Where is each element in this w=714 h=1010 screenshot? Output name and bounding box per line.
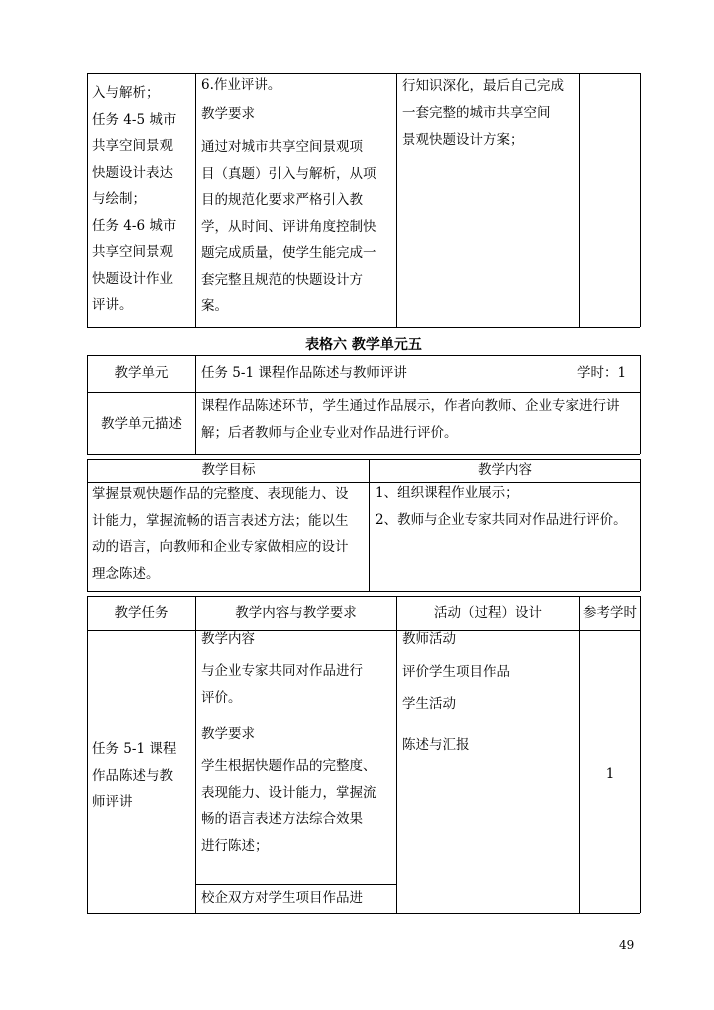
contents-header: 教学内容	[478, 462, 532, 478]
unit-hours: 学时：1	[577, 365, 627, 381]
goals-header: 教学目标	[201, 462, 256, 478]
content-heading-1: 教学内容	[201, 631, 255, 647]
content-body-3: 校企双方对学生项目作品进	[201, 890, 363, 906]
top-activity-cell: 行知识深化，最后自己完成 一套完整的城市共享空间 景观快题设计方案；	[402, 78, 564, 148]
content-body-1: 与企业专家共同对作品进行 评价。	[201, 663, 363, 706]
task-hours: 1	[605, 766, 615, 782]
contents-item-2: 2、教师与企业专家共同对作品进行评价。	[375, 512, 627, 528]
activity-student: 学生活动	[402, 696, 456, 712]
top-task-cell: 入与解析； 任务 4-5 城市 共享空间景观 快题设计表达 与绘制； 任务 4-6 城市 共享空间景观 快题设计作业 评讲。	[92, 85, 177, 313]
content-heading-2: 教学要求	[201, 726, 255, 742]
header-content: 教学内容与教学要求	[235, 605, 357, 621]
activity-teacher: 教师活动	[402, 631, 456, 647]
contents-item-1: 1、组织课程作业展示；	[375, 485, 519, 501]
unit-label: 教学单元	[114, 365, 169, 381]
header-hours: 参考学时	[583, 605, 637, 621]
activity-student-item: 陈述与汇报	[402, 737, 470, 753]
top-content-line1: 6.作业评讲。	[201, 77, 282, 93]
content-body-2: 学生根据快题作品的完整度、 表现能力、设计能力，掌握流 畅的语言表述方法综合效果 进行陈述；	[201, 758, 377, 854]
header-task: 教学任务	[114, 605, 169, 621]
desc-label: 教学单元描述	[101, 416, 182, 432]
table-title: 表格六 教学单元五	[305, 337, 422, 353]
header-activity: 活动（过程）设计	[434, 605, 542, 621]
task-name: 任务 5-1 课程 作品陈述与教 师评讲	[92, 741, 177, 810]
unit-value: 任务 5-1 课程作品陈述与教师评讲	[201, 365, 407, 381]
page-number: 49	[619, 938, 635, 952]
desc-value: 课程作品陈述环节，学生通过作品展示，作者向教师、企业专家进行讲 解；后者教师与企业专业对作品进行评价。	[201, 398, 620, 441]
goals-text: 掌握景观快题作品的完整度、表现能力、设 计能力，掌握流畅的语言表述方法；能以生 动的语言，向教师和企业专家做相应的设计 理念陈述。	[92, 486, 349, 582]
top-content-heading: 教学要求	[201, 106, 255, 122]
activity-teacher-item: 评价学生项目作品	[402, 664, 510, 680]
top-content-body: 通过对城市共享空间景观项 目（真题）引入与解析，从项 目的规范化要求严格引入教 学，从时间、评讲角度控制快 题完成质量，使学生能完成一 套完整且规范的快题设计方 案。	[201, 139, 377, 314]
